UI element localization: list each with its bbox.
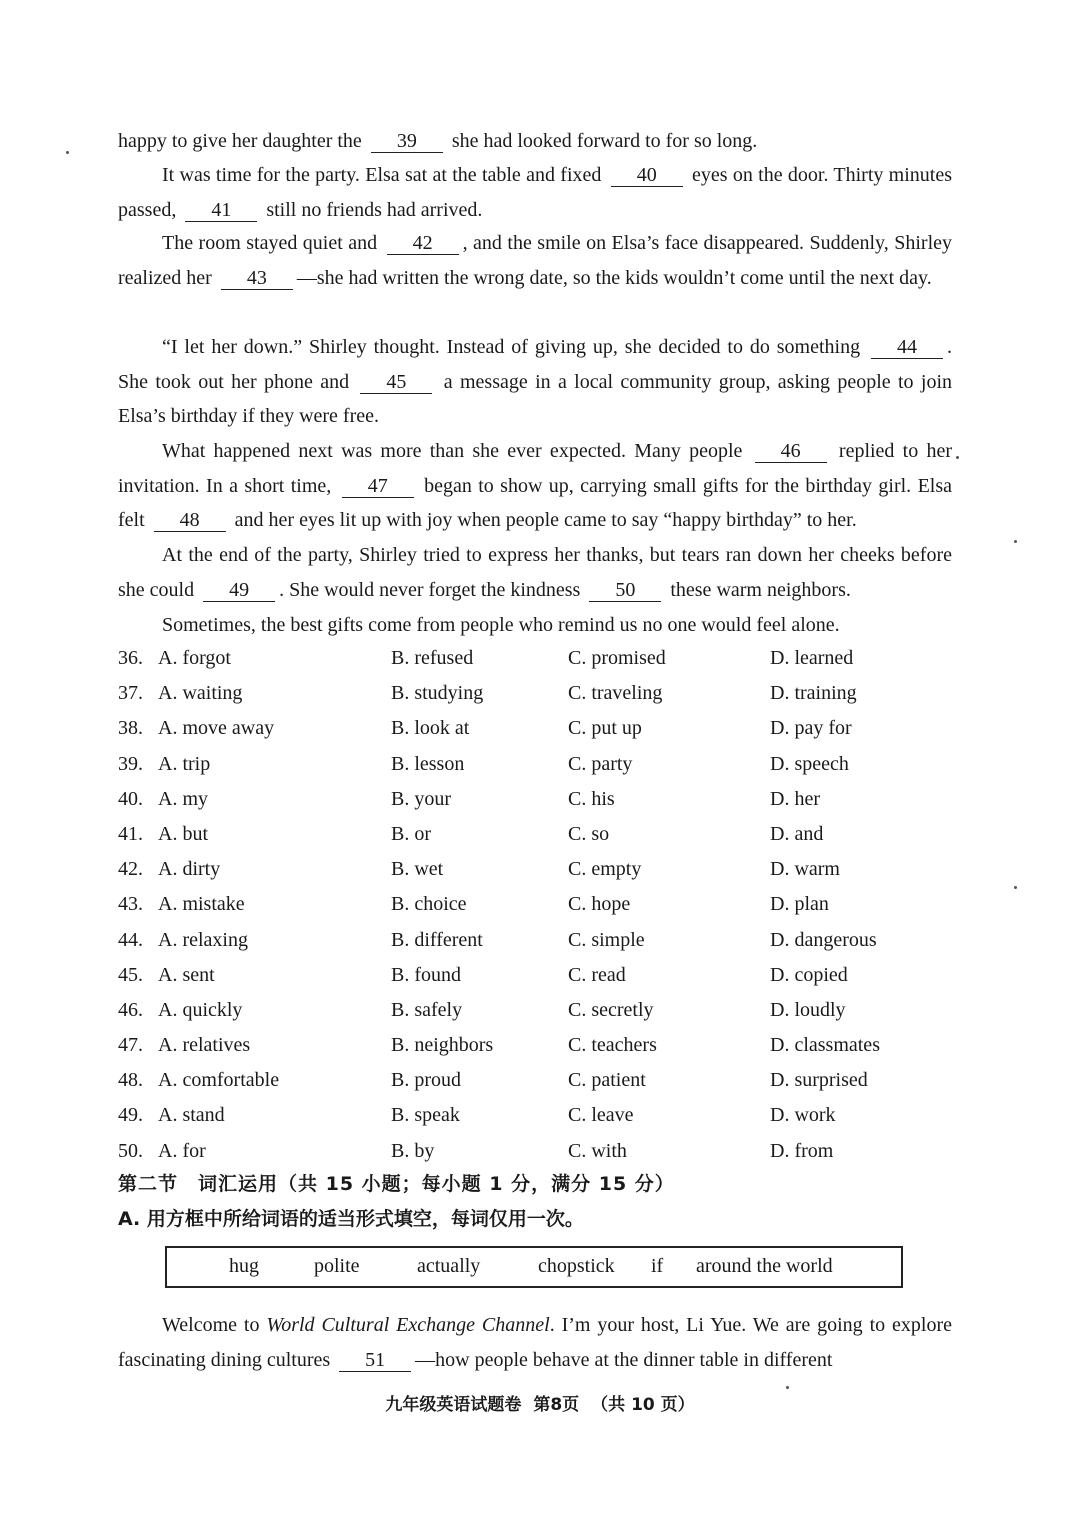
passage-paragraph-4 [118,330,952,434]
option-d: D. loudly [770,998,846,1021]
word-polite: polite [314,1255,360,1277]
section-title: 第二节 词汇运用（共 15 小题；每小题 1 分，满分 15 分） [118,1173,675,1195]
option-d: D. speech [770,752,849,775]
option-a: A. but [158,822,208,845]
option-c: C. traveling [568,682,663,705]
word-if: if [651,1255,664,1277]
option-a: A. move away [158,717,275,740]
option-row [118,993,958,1028]
question-number: 48. [118,1069,143,1092]
option-row [118,641,958,676]
option-row [118,1028,958,1063]
blank-40: 40 [611,164,683,187]
scan-speck [786,1386,789,1389]
question-number: 42. [118,858,143,881]
text: —she had written the wrong date, so the kids wouldn’t come until the next day. [296,266,932,289]
text: began to show up, carrying small gifts for the birthday girl. Elsa felt [118,474,953,531]
question-number: 38. [118,717,143,740]
text: happy to give her daughter the [118,130,362,152]
option-b: B. studying [391,682,484,705]
option-d: D. dangerous [770,928,877,951]
answer-options [118,641,958,1169]
word-around-the-world: around the world [696,1255,833,1277]
option-b: B. your [391,787,451,810]
text: a message in a local community group, asking people to join Elsa’s birthday if they were free. [118,370,953,427]
question-number: 39. [118,752,143,775]
word-hug: hug [229,1255,259,1277]
option-b: B. wet [391,858,444,881]
option-d: D. her [770,787,820,810]
option-a: A. for [158,1139,206,1162]
blank-42: 42 [387,232,459,255]
blank-49: 49 [203,579,275,602]
option-a: A. dirty [158,858,221,881]
option-b: B. speak [391,1104,460,1127]
question-number: 40. [118,787,143,810]
option-c: C. hope [568,893,631,916]
option-a: A. relatives [158,1034,251,1057]
option-c: C. simple [568,928,645,951]
question-number: 41. [118,822,143,845]
option-a: A. relaxing [158,928,248,951]
option-b: B. found [391,963,461,986]
blank-46: 46 [755,440,827,463]
option-a: A. quickly [158,998,243,1021]
option-d: D. warm [770,858,840,881]
option-d: D. work [770,1104,836,1127]
option-a: A. my [158,787,208,810]
text: and her eyes lit up with joy when people came to say “happy birthday” to her. [234,509,857,531]
text: What happened next was more than she ever expected. Many people [162,440,743,462]
blank-47: 47 [342,475,414,498]
welcome-paragraph [118,1308,952,1377]
blank-45: 45 [360,371,432,394]
option-d: D. learned [770,647,854,669]
option-d: D. plan [770,893,829,916]
option-d: D. surprised [770,1069,868,1092]
option-c: C. secretly [568,998,654,1021]
passage-paragraph-6 [118,538,952,607]
option-row [118,1063,958,1098]
option-c: C. so [568,822,610,845]
option-d: D. from [770,1139,834,1162]
blank-43: 43 [221,267,293,290]
question-number: 36. [118,647,143,669]
text: eyes on the door. Thirty minutes passed, [118,164,953,221]
option-c: C. party [568,752,633,775]
text: these warm neighbors. [670,578,851,601]
option-c: C. patient [568,1069,646,1092]
option-b: B. safely [391,998,463,1021]
passage-paragraph-2 [118,158,952,227]
option-b: B. different [391,928,483,951]
text: “I let her down.” Shirley thought. Instead of giving up, she decided to do something [162,336,861,358]
word-box [165,1246,903,1288]
option-row [118,711,958,746]
option-b: B. neighbors [391,1034,494,1057]
text: It was time for the party. Elsa sat at the table and fixed [162,164,602,186]
option-a: A. stand [158,1104,225,1127]
blank-48: 48 [154,509,226,532]
option-d: D. pay for [770,717,852,740]
option-b: B. by [391,1139,435,1162]
option-b: B. look at [391,717,470,740]
text: At the end of the party, Shirley tried to express her thanks, but tears ran down her cheeks before she could [118,544,952,601]
option-c: C. teachers [568,1034,657,1057]
text: she had looked forward to for so long. [451,130,758,152]
option-a: A. trip [158,752,211,775]
blank-44: 44 [871,336,943,359]
blank-41: 41 [185,199,257,222]
option-row [118,817,958,852]
page-number: 第8页 [533,1395,580,1415]
passage-paragraph-3 [118,226,952,295]
section-instruction: A. 用方框中所给词语的适当形式填空，每词仅用一次。 [118,1208,584,1230]
channel-name: World Cultural Exchange Channel [266,1314,550,1336]
option-row [118,923,958,958]
option-row [118,887,958,922]
word-actually: actually [417,1255,481,1277]
scan-speck [956,456,959,459]
text: —how people behave at the dinner table in different [415,1348,833,1371]
option-row [118,1134,958,1169]
text: . She took out her phone and [118,336,952,393]
option-b: B. lesson [391,752,465,775]
option-row [118,676,958,711]
option-c: C. leave [568,1104,634,1127]
text: , and the smile on Elsa’s face disappeared. Suddenly, Shirley realized her [118,232,952,289]
word-chopstick: chopstick [538,1255,615,1277]
question-number: 44. [118,928,143,951]
passage-paragraph-7: Sometimes, the best gifts come from people who remind us no one would feel alone. [162,614,840,636]
option-b: B. refused [391,647,474,669]
option-c: C. with [568,1139,627,1162]
option-c: C. his [568,787,615,810]
question-number: 45. [118,963,143,986]
option-a: A. sent [158,963,215,986]
option-c: C. read [568,963,626,986]
question-number: 37. [118,682,143,705]
option-c: C. promised [568,647,666,669]
text: . I’m your host, Li Yue. We are going to explore fascinating dining cultures [118,1314,953,1371]
blank-39: 39 [371,130,443,153]
option-a: A. waiting [158,682,243,705]
option-row [118,747,958,782]
option-b: B. or [391,822,431,845]
option-a: A. mistake [158,893,245,916]
question-number: 49. [118,1104,143,1127]
scan-speck [1014,886,1017,889]
option-d: D. training [770,682,857,705]
blank-51: 51 [339,1349,411,1372]
page-footer [0,1390,1080,1415]
passage-paragraph-5 [118,434,952,538]
option-b: B. choice [391,893,467,916]
scan-speck [1014,540,1017,543]
question-number: 47. [118,1034,143,1057]
text: replied to her invitation. In a short time, [118,440,952,497]
option-row [118,782,958,817]
scan-speck [66,151,69,154]
option-c: C. put up [568,717,642,740]
option-b: B. proud [391,1069,461,1092]
question-number: 43. [118,893,143,916]
option-row [118,958,958,993]
passage-paragraph-1 [118,124,952,159]
option-row [118,852,958,887]
text: Welcome to [162,1314,267,1336]
text: . She would never forget the kindness [279,578,581,601]
blank-50: 50 [589,579,661,602]
option-a: A. comfortable [158,1069,280,1092]
option-d: D. copied [770,963,848,986]
option-d: D. and [770,822,824,845]
option-row [118,1098,958,1133]
total-pages: （共 10 页） [591,1395,695,1415]
exam-title: 九年级英语试题卷 [385,1395,522,1415]
question-number: 50. [118,1139,143,1162]
text: still no friends had arrived. [266,198,483,221]
option-c: C. empty [568,858,642,881]
text: The room stayed quiet and [162,232,378,254]
option-a: A. forgot [158,647,231,669]
question-number: 46. [118,998,143,1021]
option-d: D. classmates [770,1034,880,1057]
